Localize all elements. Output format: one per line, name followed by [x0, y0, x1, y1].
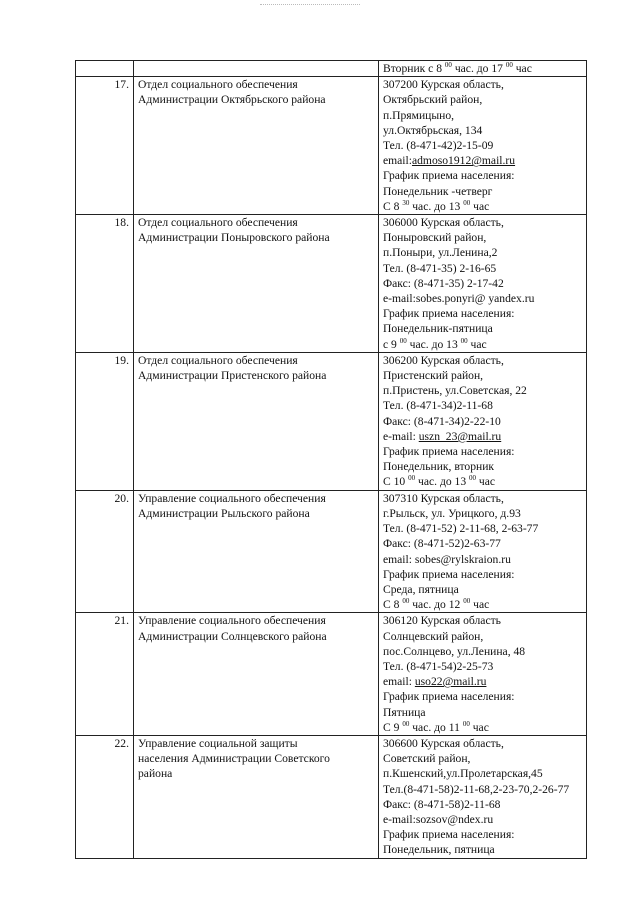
contact-line: Факс: (8-471-58)2-11-68 — [383, 797, 501, 811]
contact-line: Понедельник -четверг — [383, 184, 493, 198]
office-name — [134, 613, 379, 736]
time-text: час. до 13 — [406, 337, 461, 351]
contact-line: Тел. (8-471-34)2-11-68 — [383, 399, 493, 413]
contact-line: e-mail:sobes.ponyri@ yandex.ru — [383, 292, 535, 306]
schedule-time — [383, 474, 582, 489]
office-contacts — [379, 61, 587, 77]
contact-line: Советский район, — [383, 752, 471, 766]
table-row — [76, 735, 587, 858]
social-offices-table — [75, 60, 587, 859]
table-row — [76, 352, 587, 490]
contact-line: п.Поныри, ул.Ленина,2 — [383, 246, 498, 260]
time-text: час — [470, 598, 490, 612]
time-text: час — [469, 720, 489, 734]
office-name-line: района — [138, 767, 173, 781]
office-name-line: Управление социального обеспечения — [138, 491, 326, 505]
contact-line: Тел. (8-471-54)2-25-73 — [383, 659, 494, 673]
contact-line: п.Пристень, ул.Советская, 22 — [383, 384, 527, 398]
contact-line: Тел. (8-471-35) 2-16-65 — [383, 261, 497, 275]
office-name-line: Отдел социального обеспечения — [138, 78, 298, 92]
contact-line: Понедельник, пятница — [383, 843, 495, 857]
time-minutes: 30 — [402, 198, 410, 207]
contact-line: График приема населения: — [383, 445, 515, 459]
contact-line: Тел. (8-471-52) 2-11-68, 2-63-77 — [383, 522, 539, 536]
contact-line: 307200 Курская область, — [383, 78, 504, 92]
table-row — [76, 77, 587, 215]
row-number-empty — [76, 61, 134, 77]
contact-line: ул.Октябрьская, 134 — [383, 123, 483, 137]
row-number: 20. — [76, 490, 134, 613]
row-number: 22. — [76, 735, 134, 858]
office-name-line: Администрации Солнцевского района — [138, 629, 327, 643]
table-row — [76, 215, 587, 353]
contact-line: 307310 Курская область, — [383, 491, 504, 505]
row-number: 18. — [76, 215, 134, 353]
office-name — [134, 77, 379, 215]
contact-line: Поныровский район, — [383, 231, 487, 245]
contact-line: График приема населения: — [383, 567, 515, 581]
contact-line: Тел. (8-471-42)2-15-09 — [383, 139, 494, 153]
office-name-line: населения Администрации Советского — [138, 752, 330, 766]
time-text: с 9 — [383, 337, 400, 351]
time-text: С 9 — [383, 720, 403, 734]
office-name — [134, 352, 379, 490]
office-contacts — [379, 490, 587, 613]
contact-line: График приема населения: — [383, 307, 515, 321]
schedule-time — [383, 720, 582, 735]
office-name — [134, 490, 379, 613]
contact-line: Октябрьский район, — [383, 93, 483, 107]
contact-line: email: sobes@rylskraion.ru — [383, 552, 511, 566]
contact-line: Пристенский район, — [383, 369, 484, 383]
contact-line: Солнцевский район, — [383, 629, 484, 643]
contact-line: 306000 Курская область, — [383, 216, 504, 230]
page-top-mark — [260, 0, 360, 5]
time-text: С 8 — [383, 598, 403, 612]
table-row — [76, 613, 587, 736]
time-text: час. до 13 — [415, 475, 470, 489]
office-name — [134, 735, 379, 858]
office-name-line: Администрации Октябрьского района — [138, 93, 326, 107]
contact-line: 306200 Курская область, — [383, 353, 504, 367]
contact-line: п.Прямицыно, — [383, 108, 455, 122]
schedule-time — [383, 597, 582, 612]
contact-line: Пятница — [383, 705, 426, 719]
office-contacts — [379, 735, 587, 858]
time-minutes: 00 — [462, 719, 470, 728]
office-name-line: Администрации Поныровского района — [138, 231, 330, 245]
table-body — [76, 61, 587, 859]
time-text: С 10 — [383, 475, 409, 489]
email-line — [383, 674, 582, 689]
email-link[interactable]: uszn_23@mail.ru — [418, 429, 502, 443]
contact-line: 306600 Курская область, — [383, 736, 504, 750]
office-name-line: Отдел социального обеспечения — [138, 353, 298, 367]
contact-line: График приема населения: — [383, 169, 515, 183]
contact-line: График приема населения: — [383, 828, 515, 842]
table-row — [76, 490, 587, 613]
contact-line: Тел.(8-471-58)2-11-68,2-23-70,2-26-77 — [383, 782, 570, 796]
contact-line: e-mail:sozsov@ndex.ru — [383, 812, 494, 826]
office-contacts — [379, 77, 587, 215]
time-minutes: 00 — [402, 597, 410, 606]
office-name — [134, 215, 379, 353]
contact-line: г.Рыльск, ул. Урицкого, д.93 — [383, 506, 521, 520]
time-text: час. до 11 — [409, 720, 463, 734]
email-line — [383, 153, 582, 168]
office-name-line: Администрации Рыльского района — [138, 506, 310, 520]
time-minutes: 00 — [469, 474, 477, 483]
contact-line: Факс: (8-471-52)2-63-77 — [383, 537, 501, 551]
office-contacts — [379, 352, 587, 490]
contact-line: Факс: (8-471-34)2-22-10 — [383, 414, 501, 428]
schedule-time: Вторник с 8 $^{00}$ час. до 17 $^{00}$ час — [383, 61, 532, 75]
contact-line: Факс: (8-471-35) 2-17-42 — [383, 276, 504, 290]
contact-line: Понедельник-пятница — [383, 322, 493, 336]
schedule-time — [383, 199, 582, 214]
email-prefix: e-mail: — [383, 429, 419, 443]
contact-line: п.Кшенский,ул.Пролетарская,45 — [383, 767, 543, 781]
email-link[interactable]: admoso1912@mail.ru — [411, 154, 516, 168]
office-name-line: Управление социального обеспечения — [138, 614, 326, 628]
email-prefix: email: — [383, 154, 412, 168]
row-number: 17. — [76, 77, 134, 215]
office-name-line: Отдел социального обеспечения — [138, 216, 298, 230]
row-number: 19. — [76, 352, 134, 490]
time-text: час. до 12 — [409, 598, 464, 612]
time-minutes: 00 — [463, 597, 471, 606]
office-name-line: Администрации Пристенского района — [138, 369, 327, 383]
time-minutes: 00 — [399, 336, 407, 345]
office-contacts — [379, 613, 587, 736]
row-number: 21. — [76, 613, 134, 736]
office-name-empty — [134, 61, 379, 77]
time-text: час — [476, 475, 496, 489]
time-minutes: 00 — [463, 198, 471, 207]
time-minutes: 00 — [402, 719, 410, 728]
contact-line: График приема населения: — [383, 690, 515, 704]
time-text: час. до 13 — [409, 199, 464, 213]
office-contacts — [379, 215, 587, 353]
email-link[interactable]: uso22@mail.ru — [414, 675, 487, 689]
office-name-line: Управление социальной защиты — [138, 736, 298, 750]
time-minutes: 00 — [460, 336, 468, 345]
email-line — [383, 429, 582, 444]
contact-line: Среда, пятница — [383, 582, 459, 596]
time-text: С 8 — [383, 199, 403, 213]
email-prefix: email: — [383, 675, 415, 689]
contact-line: 306120 Курская область — [383, 614, 501, 628]
table-row-continuation — [76, 61, 587, 77]
contact-line: Понедельник, вторник — [383, 460, 495, 474]
schedule-time — [383, 337, 582, 352]
time-text: час — [467, 337, 487, 351]
contact-line: пос.Солнцево, ул.Ленина, 48 — [383, 644, 526, 658]
time-text: час — [470, 199, 490, 213]
time-minutes: 00 — [408, 474, 416, 483]
